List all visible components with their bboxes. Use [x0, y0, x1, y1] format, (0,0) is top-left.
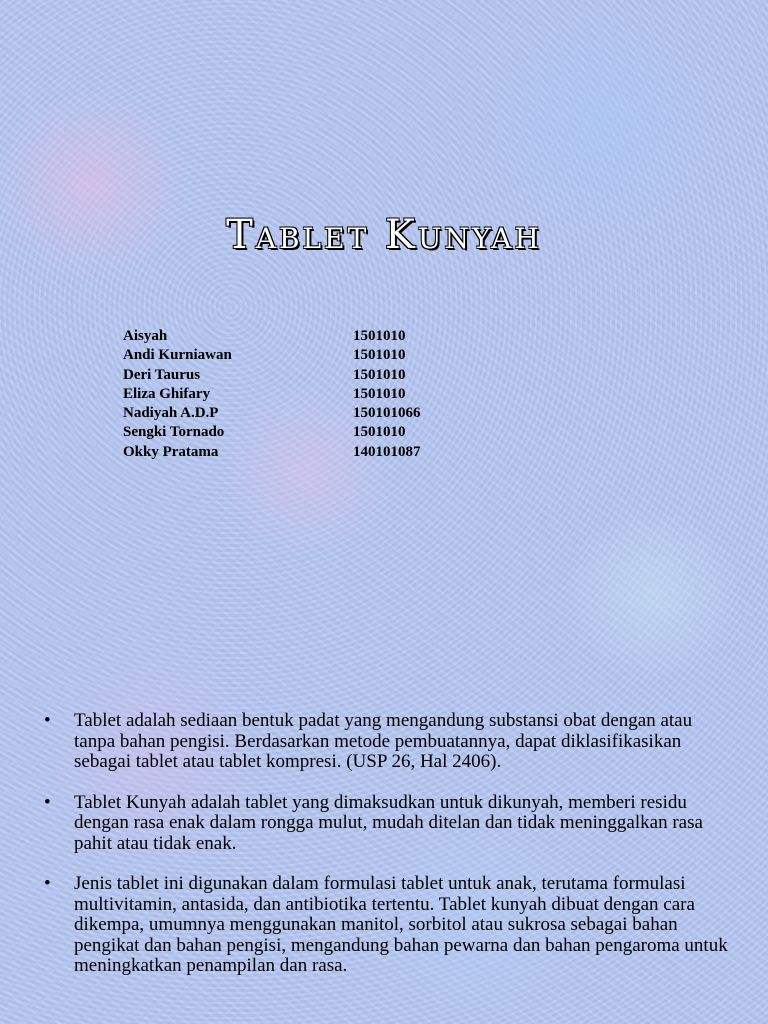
member-id: 1501010 [353, 424, 406, 441]
member-name: Andi Kurniawan [123, 347, 232, 364]
bullet-text: Tablet adalah sediaan bentuk padat yang mengandung substansi obat dengan atau tanpa bahan pengisi. Berdasarkan metode pembuatannya, dapat diklasifikasikan sebagai tablet atau tablet kompresi. (USP 26, Hal 2406). [74, 710, 693, 772]
bullet-dot-icon: • [44, 873, 51, 894]
member-id: 150101066 [353, 405, 421, 422]
bullet-text: Jenis tablet ini digunakan dalam formulasi tablet untuk anak, terutama formulasi multivitamin, antasida, dan antibiotika tertentu. Tablet kunyah dibuat dengan cara dikempa, umumnya menggunakan manitol, sorbitol atau sukrosa sebagai bahan pengikat dan bahan pengisi, mengandung bahan pewarna dan bahan pengaroma untuk meningkatkan penampilan dan rasa. [74, 873, 728, 976]
bullet-item [44, 711, 734, 773]
member-row [123, 385, 421, 404]
member-id: 140101087 [353, 443, 421, 460]
member-id: 1501010 [353, 328, 406, 344]
member-id: 1501010 [353, 347, 406, 364]
member-name: Okky Pratama [123, 443, 219, 460]
bullet-item [44, 874, 734, 977]
member-name: Aisyah [123, 328, 168, 344]
member-name: Nadiyah A.D.P [123, 405, 219, 422]
member-row [123, 423, 421, 442]
member-name: Deri Taurus [123, 366, 201, 383]
bullet-dot-icon: • [44, 710, 51, 731]
member-row [123, 404, 421, 423]
bullet-text: Tablet Kunyah adalah tablet yang dimaksudkan untuk dikunyah, memberi residu dengan rasa enak dalam rongga mulut, mudah ditelan dan tidak meninggalkan rasa pahit atau tidak enak. [74, 791, 703, 854]
member-table [123, 327, 421, 462]
slide-title: Tablet Kunyah [226, 212, 542, 258]
member-row [123, 327, 421, 346]
bullet-list [44, 711, 734, 997]
member-row [123, 346, 421, 365]
member-row [123, 443, 421, 462]
member-name: Sengki Tornado [123, 424, 225, 441]
member-row [123, 366, 421, 385]
bullet-dot-icon: • [44, 791, 51, 813]
bullet-item [44, 793, 734, 855]
member-id: 1501010 [353, 366, 406, 383]
member-name: Eliza Ghifary [123, 385, 211, 402]
content-slide [0, 700, 768, 1024]
member-id: 1501010 [353, 385, 406, 402]
